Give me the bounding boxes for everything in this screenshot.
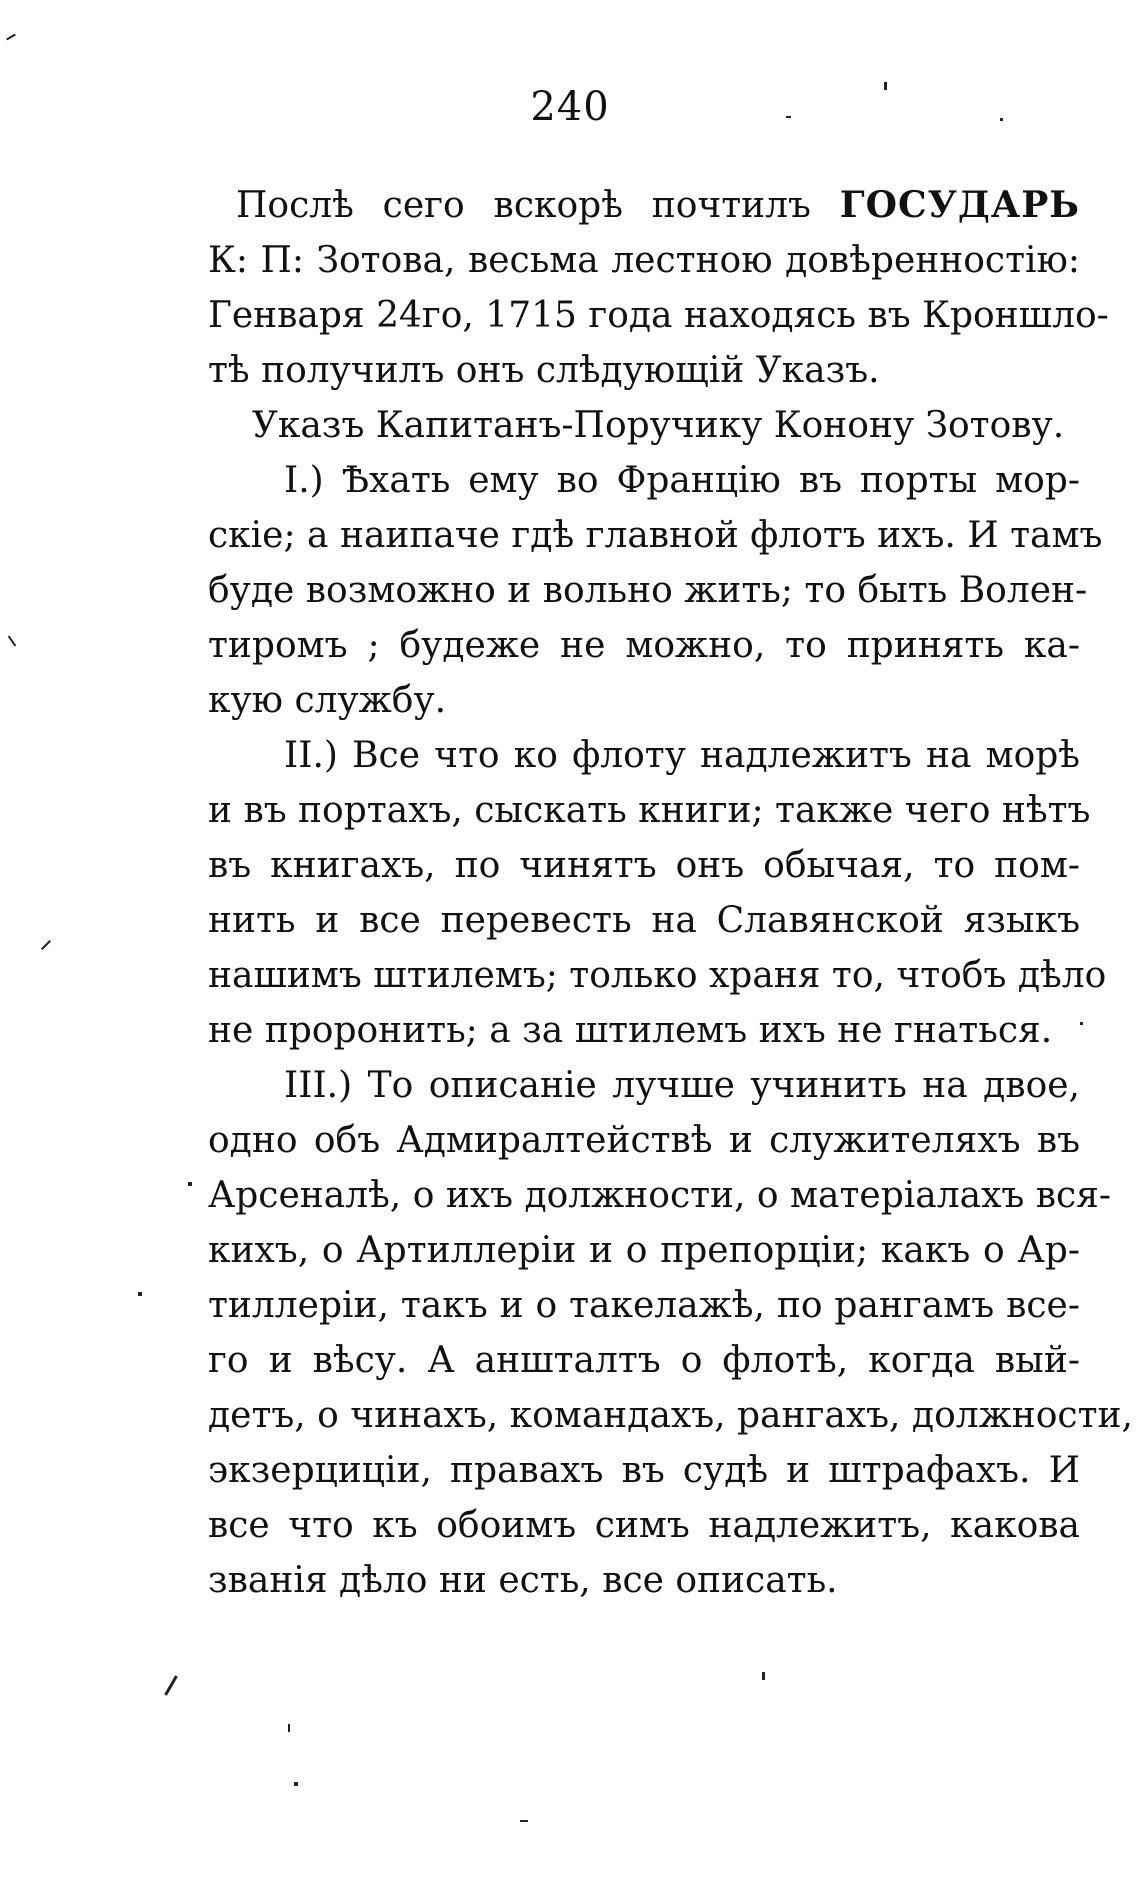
scan-speck <box>188 1182 192 1186</box>
text-line: Генваря 24го, 1715 года находясь въ Кроншло- <box>208 295 1109 336</box>
sovereign-word: ГОСУДАРЬ <box>839 184 1080 226</box>
text-line: кую службу. <box>208 680 447 721</box>
text-line: званія дѣло ни есть, все описать. <box>208 1560 838 1601</box>
text-line: тѣ получилъ онъ слѣдующій Указъ. <box>208 350 880 391</box>
text-line: нить и все перевесть на Славянской языкъ <box>208 900 1080 941</box>
decree-title: Указъ Капитанъ-Поручику Конону Зотову. <box>251 405 1065 446</box>
scan-speck <box>138 1292 142 1296</box>
text-line: скіе; а наипаче гдѣ главной флотъ ихъ. И тамъ <box>208 515 1103 556</box>
text-line: го и вѣсу. А аншталтъ о флотѣ, когда вый- <box>208 1340 1080 1381</box>
scan-speck <box>294 1782 298 1786</box>
scan-speck <box>41 940 51 950</box>
body-text <box>208 178 1133 1608</box>
text-line: детъ, о чинахъ, командахъ, рангахъ, должности, <box>208 1395 1133 1436</box>
text-line: экзерциціи, правахъ въ судѣ и штрафахъ. И <box>208 1450 1080 1491</box>
text-line: буде возможно и вольно жить; то быть Волен- <box>208 570 1088 611</box>
text-line: все что къ обоимъ симъ надлежитъ, какова <box>208 1505 1080 1546</box>
text-line <box>208 178 1080 233</box>
page-number: 240 <box>530 84 610 130</box>
text-line: нашимъ штилемъ; только храня то, чтобъ дѣло <box>208 955 1107 996</box>
text-line: II.) Все что ко флоту надлежитъ на морѣ <box>284 735 1080 776</box>
scan-speck <box>884 82 887 90</box>
text-line: I.) Ѣхать ему во Францію въ порты мор- <box>284 460 1080 501</box>
scan-speck <box>1080 1022 1083 1025</box>
scan-speck <box>786 116 791 118</box>
scan-speck <box>288 1724 290 1732</box>
text-line: тиллеріи, такъ и о такелажѣ, по рангамъ все- <box>208 1285 1080 1326</box>
text-line: кихъ, о Артиллеріи и о препорціи; какъ о Ар- <box>208 1230 1080 1271</box>
text-line: одно объ Адмиралтействѣ и служителяхъ въ <box>208 1120 1080 1161</box>
scan-speck <box>762 1672 765 1680</box>
scan-speck <box>1000 118 1003 121</box>
text-line: тиромъ ; будеже не можно, то принять ка- <box>208 625 1080 666</box>
text-line: въ книгахъ, по чинятъ онъ обычая, то пом- <box>208 845 1080 886</box>
scan-speck <box>164 1675 178 1696</box>
scan-speck <box>8 636 17 647</box>
text-line-segment: Послѣ сего вскорѣ почтилъ <box>236 185 840 226</box>
text-line: III.) То описаніе лучше учинить на двое, <box>284 1065 1080 1106</box>
scan-speck <box>6 34 16 41</box>
text-line: К: П: Зотова, весьма лестною довѣренностію: <box>208 240 1080 281</box>
scan-speck <box>520 1820 528 1822</box>
text-line: Арсеналѣ, о ихъ должности, о матеріалахъ вся- <box>208 1175 1112 1216</box>
text-line: не проронить; а за штилемъ ихъ не гнаться. <box>208 1010 1053 1051</box>
text-line: и въ портахъ, сыскать книги; также чего нѣтъ <box>208 790 1091 831</box>
